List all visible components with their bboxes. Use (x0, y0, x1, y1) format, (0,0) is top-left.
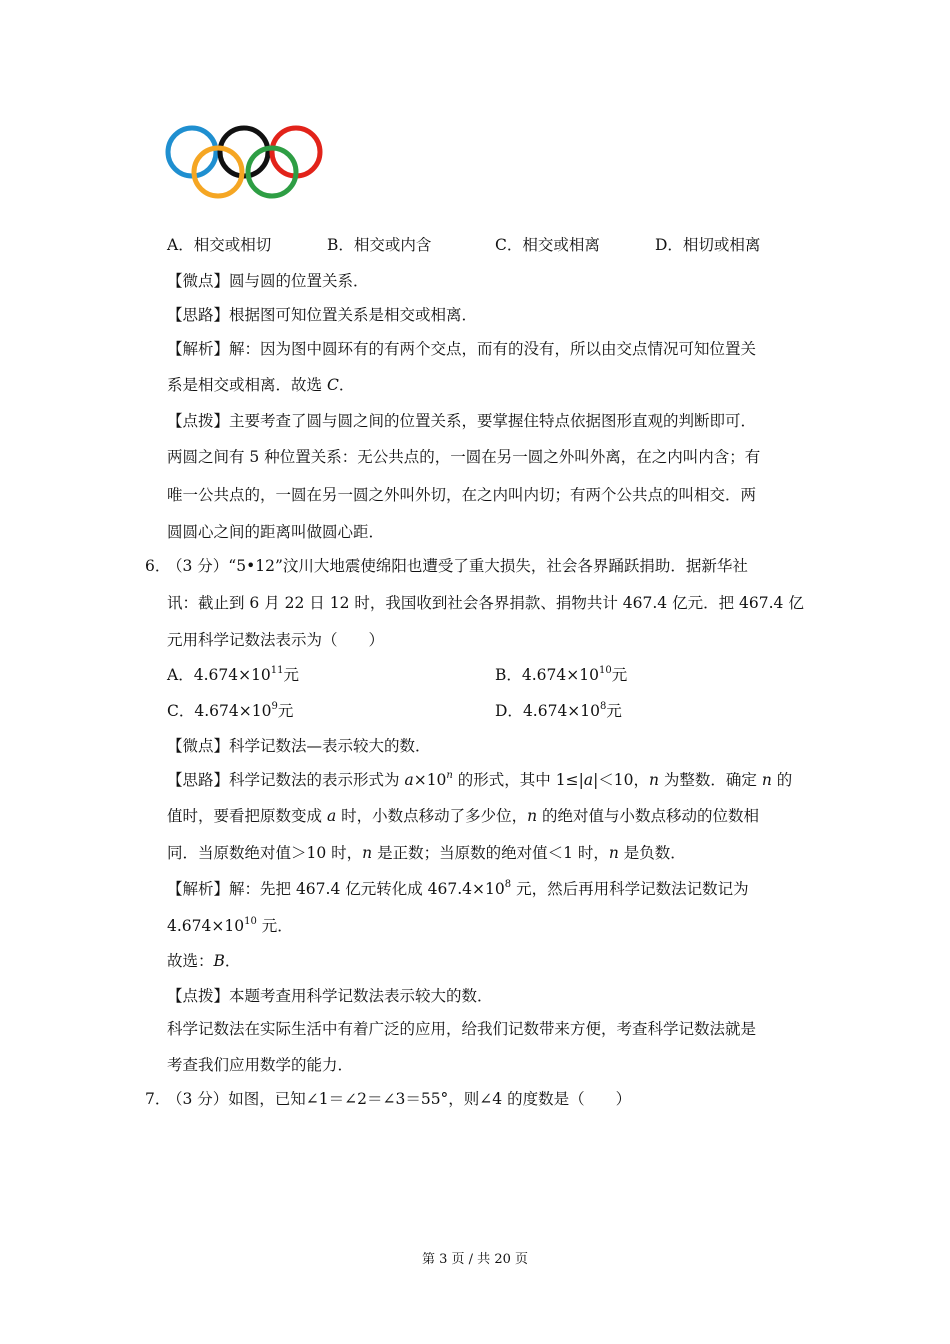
silu-text: |＜10， (593, 771, 650, 789)
jiexi-text: 解：因为图中圆环有的有两个交点，而有的没有，所以由交点情况可知位置关 (229, 340, 757, 358)
option-unit: 元 (277, 702, 294, 720)
weidian-tag: 【微点】 (167, 272, 230, 290)
var-n: n (649, 771, 659, 789)
option-base: 4.674×10 (193, 666, 271, 684)
q5-jiexi-line2 (167, 375, 354, 395)
q6-stem-line2: 讯：截止到 6 月 22 日 12 时，我国收到社会各界捐款、捐物共计 467.4 亿元．把 467.4 亿 (167, 594, 804, 612)
q6-stem-line1: （3 分）“5•12”汶川大地震使绵阳也遭受了重大损失，社会各界踊跃捐助．据新华社 (167, 557, 748, 575)
silu-text: 根据图可知位置关系是相交或相离． (229, 306, 478, 324)
var-n: n (608, 844, 619, 862)
silu-text: 是负数． (618, 844, 686, 862)
q5-dianbo (167, 411, 756, 431)
exponent: 10 (244, 916, 257, 927)
q5-option-c: C．相交或相离 (495, 236, 600, 254)
dianbo-tag: 【点拨】 (167, 987, 230, 1005)
silu-text: 为整数．确定 (659, 771, 762, 789)
silu-text: 的 (771, 771, 793, 789)
var-n: n (761, 771, 772, 789)
option-exponent: 10 (598, 665, 612, 676)
q6-option-b (495, 665, 627, 685)
silu-text: ×10 (413, 771, 447, 789)
q6-jiexi-line3 (167, 951, 240, 971)
q5-silu (167, 305, 477, 325)
jiexi-text: 元，然后再用科学记数法记数记为 (511, 880, 749, 898)
q6-silu-line2 (167, 806, 759, 826)
q5-extra-line3: 圆圆心之间的距离叫做圆心距． (167, 523, 385, 541)
silu-tag: 【思路】 (167, 306, 230, 324)
q6-number: 6． (145, 557, 171, 575)
jiexi-text: 解：先把 467.4 亿元转化成 467.4×10 (229, 880, 505, 898)
q7-number: 7． (145, 1090, 171, 1108)
q6-weidian (167, 736, 431, 756)
silu-text: 值时，要看把原数变成 (167, 807, 327, 825)
q5-option-a: A．相交或相切 (167, 236, 272, 254)
page-footer: 第 3 页 / 共 20 页 (422, 1252, 528, 1267)
option-unit: 元 (606, 702, 622, 720)
q6-extra-line1: 科学记数法在实际生活中有着广泛的应用，给我们记数带来方便，考查科学记数法就是 (167, 1020, 757, 1038)
jiexi-text: 元． (256, 917, 293, 935)
option-base: 4.674×10 (521, 666, 599, 684)
silu-text: 的绝对值与小数点移动的位数相 (537, 807, 760, 825)
option-unit: 元 (611, 666, 628, 684)
silu-text: 时，小数点移动了多少位， (336, 807, 528, 825)
option-label: A． (167, 666, 194, 684)
q5-option-b: B．相交或内含 (327, 236, 432, 254)
answer: B (213, 952, 225, 970)
q6-extra-line2: 考查我们应用数学的能力． (167, 1056, 354, 1074)
dianbo-text: 主要考查了圆与圆之间的位置关系，要掌握住特点依据图形直观的判断即可． (229, 412, 757, 430)
option-exponent: 11 (270, 665, 284, 676)
option-label: D． (495, 702, 523, 720)
q6-silu-line3 (167, 843, 686, 863)
q7-stem: （3 分）如图，已知∠1＝∠2＝∠3＝55°，则∠4 的度数是（ ） (167, 1090, 632, 1108)
option-base: 4.674×10 (194, 702, 272, 720)
option-base: 4.674×10 (522, 702, 601, 720)
q5-extra-line1: 两圆之间有 5 种位置关系：无公共点的，一圆在另一圆之外叫外离，在之内叫内含；有 (167, 448, 761, 466)
weidian-tag: 【微点】 (167, 737, 230, 755)
weidian-text: 圆与圆的位置关系． (229, 272, 369, 290)
q6-silu-line1 (167, 770, 792, 790)
olympic-rings-figure (162, 120, 330, 202)
var-n: n (527, 807, 538, 825)
var-a: a (404, 771, 414, 789)
option-exponent: 9 (271, 701, 278, 712)
q6-option-d (495, 701, 622, 721)
option-unit: 元 (283, 666, 300, 684)
q5-extra-line2: 唯一公共点的，一圆在另一圆之外叫外切，在之内叫内切；有两个公共点的叫相交．两 (167, 486, 757, 504)
weidian-text: 科学记数法—表示较大的数． (229, 737, 431, 755)
option-exponent: 8 (600, 701, 607, 712)
q6-option-c (167, 701, 293, 721)
q6-jiexi-line1 (167, 879, 749, 899)
jiexi-text: 系是相交或相离．故选 (167, 376, 327, 394)
silu-text: 同．当原数绝对值＞10 时， (167, 844, 363, 862)
option-label: B． (495, 666, 522, 684)
option-label: C． (167, 702, 195, 720)
jiexi-text: ． (338, 376, 355, 394)
q6-option-a (167, 665, 299, 685)
q6-jiexi-line2 (167, 916, 293, 936)
answer: C (326, 376, 339, 394)
var-a: a (583, 771, 594, 789)
var-n: n (446, 770, 453, 781)
q6-dianbo (167, 986, 493, 1006)
silu-tag: 【思路】 (167, 771, 230, 789)
q5-option-d: D．相切或相离 (655, 236, 761, 254)
jiexi-text: 故选： (167, 952, 214, 970)
jiexi-text: ． (224, 952, 241, 970)
jiexi-tag: 【解析】 (167, 340, 230, 358)
q6-stem-line3: 元用科学记数法表示为（ ） (167, 631, 385, 649)
silu-text: 科学记数法的表示形式为 (229, 771, 405, 789)
var-a: a (326, 807, 337, 825)
silu-text: 的形式，其中 1≤| (452, 771, 584, 789)
jiexi-text: 4.674×10 (167, 917, 245, 935)
silu-text: 是正数；当原数的绝对值＜1 时， (372, 844, 609, 862)
dianbo-text: 本题考查用科学记数法表示较大的数． (229, 987, 493, 1005)
dianbo-tag: 【点拨】 (167, 412, 230, 430)
exponent: 8 (504, 879, 512, 890)
q5-jiexi-line1 (167, 339, 756, 359)
q5-weidian (167, 271, 369, 291)
jiexi-tag: 【解析】 (167, 880, 230, 898)
var-n: n (362, 844, 373, 862)
